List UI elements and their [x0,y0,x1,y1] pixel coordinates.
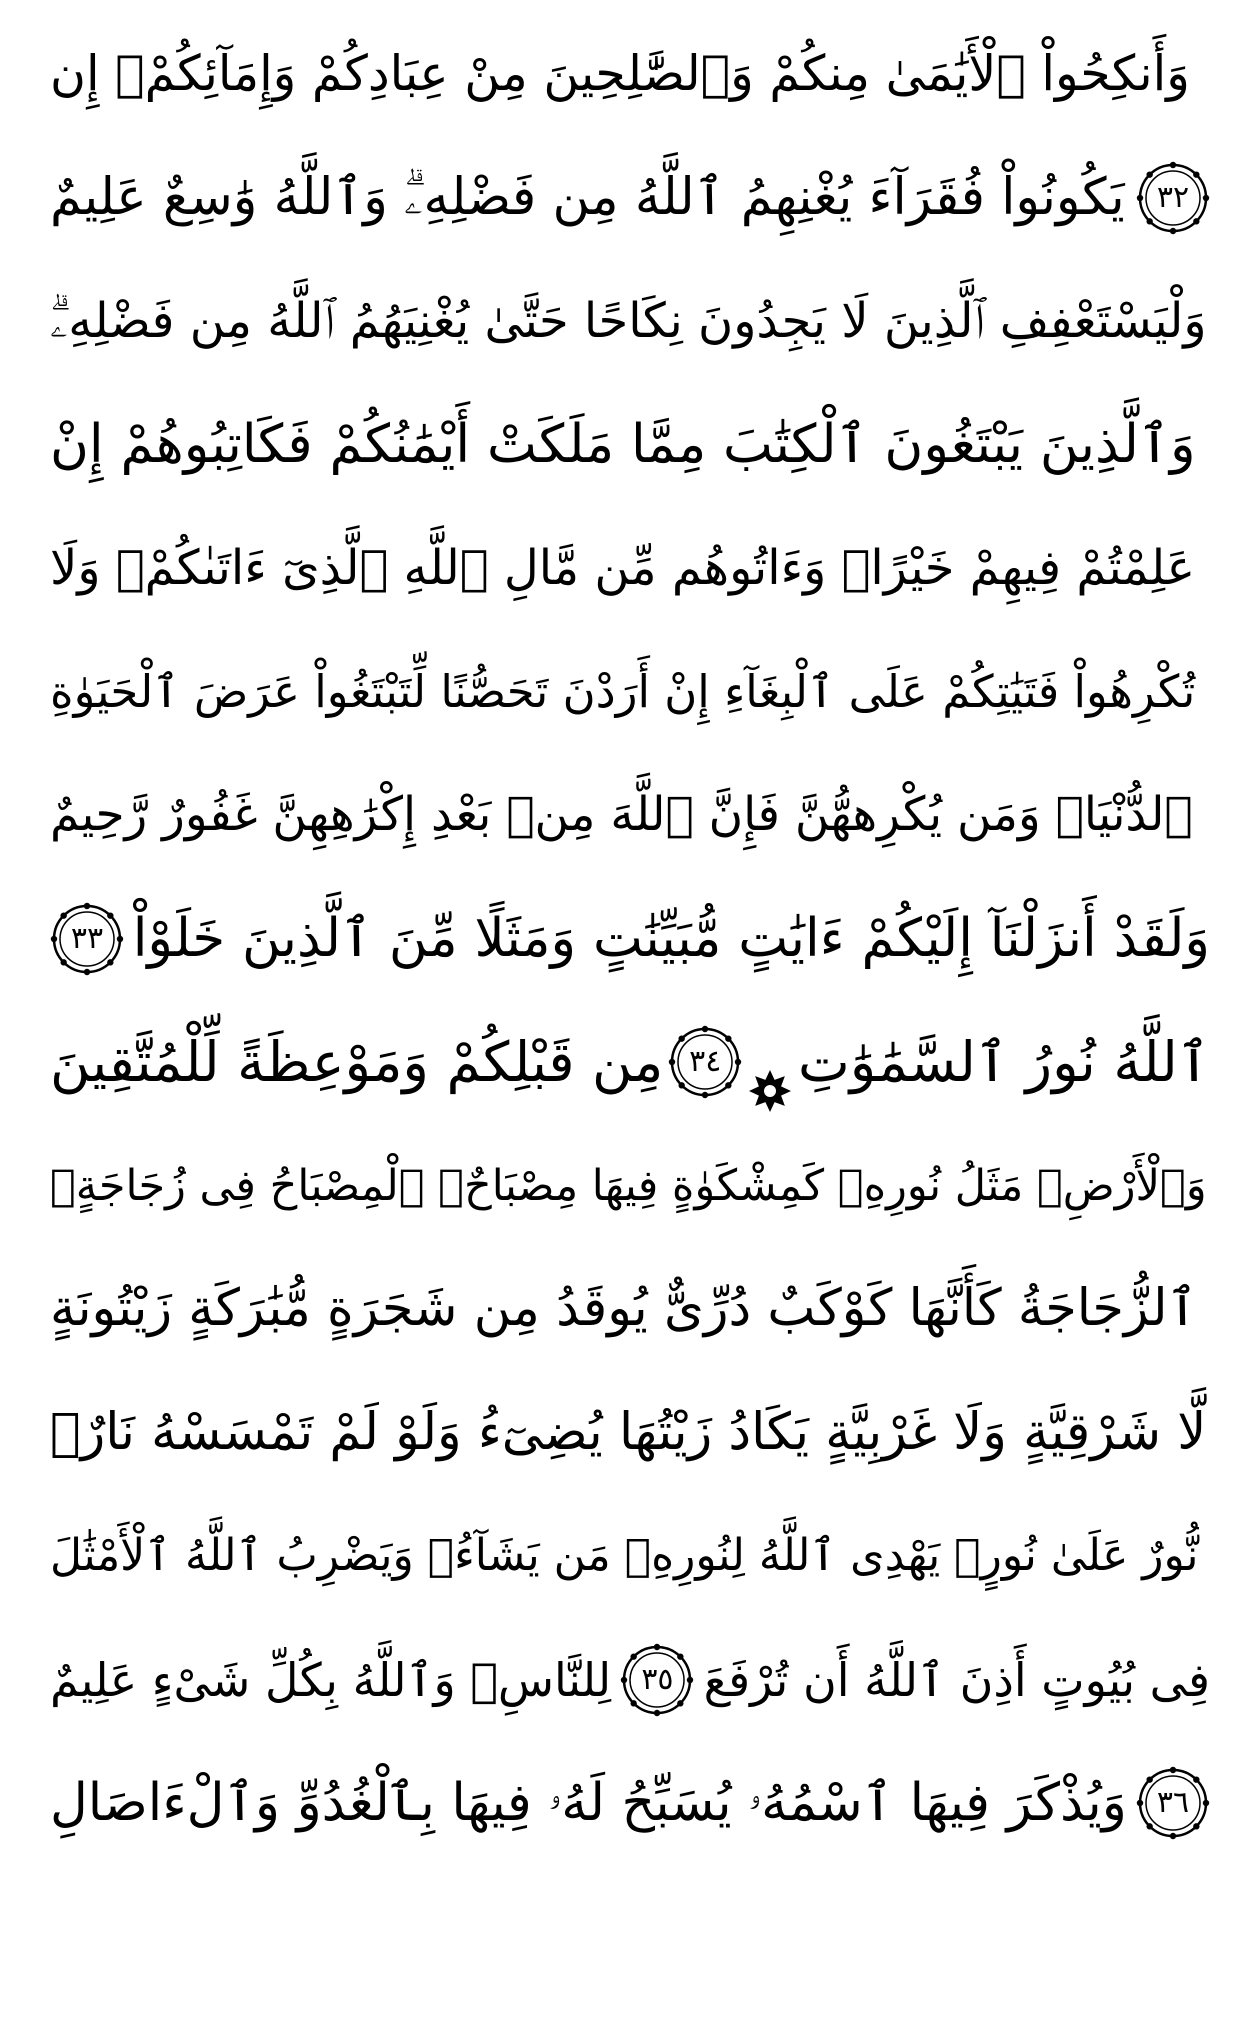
mushaf-line [50,883,1210,995]
verse-text-segment: لِلنَّاسِۗ وَٱللَّهُ بِكُلِّ شَىْءٍ عَلِيمٌ [50,1652,612,1707]
ayah-end-marker [50,902,124,976]
mushaf-line [50,1500,1210,1612]
mushaf-line [50,512,1210,624]
verse-text-segment: وَأَنكِحُواْ ٱلْأَيَٰمَىٰ مِنكُمْ وَٱلصَّٰلِحِينَ مِنْ عِبَادِكُمْ وَإِمَآئِكُمْۚ إِن [50,45,1190,102]
verse-text-segment: ٱلدُّنْيَاۚ وَمَن يُكْرِههُّنَّ فَإِنَّ ٱللَّهَ مِنۢ بَعْدِ إِكْرَٰهِهِنَّ غَفُورٌ رَّحِيمٌ [50,787,1193,842]
verse-text-segment: وَيُذْكَرَ فِيهَا ٱسْمُهُۥ يُسَبِّحُ لَهُۥ فِيهَا بِٱلْغُدُوِّ وَٱلْءَاصَالِ [50,1773,1127,1833]
mushaf-line [50,1006,1210,1118]
verse-text-segment: وَٱلَّذِينَ يَبْتَغُونَ ٱلْكِتَٰبَ مِمَّا مَلَكَتْ أَيْمَٰنُكُمْ فَكَاتِبُوهُمْ إِنْ [50,413,1196,475]
ayah-number: ٣٥ [641,1661,674,1697]
mushaf-line [50,1130,1210,1242]
mushaf-line [50,1747,1210,1859]
mushaf-line [50,142,1210,254]
ayah-end-marker [668,1025,742,1099]
ayah-number: ٣٣ [70,920,104,956]
mushaf-line [50,1253,1210,1365]
mushaf-line [50,759,1210,871]
verse-text-segment: وَٱلْأَرْضِۚ مَثَلُ نُورِهِۦ كَمِشْكَوٰةٍ فِيهَا مِصْبَاحٌۖ ٱلْمِصْبَاحُ فِى زُجَاجَةٍۖ [50,1160,1207,1211]
mushaf-line [50,18,1210,130]
verse-text-segment: لَّا شَرْقِيَّةٍ وَلَا غَرْبِيَّةٍ يَكَادُ زَيْتُهَا يُضِىٓءُ وَلَوْ لَمْ تَمْسَسْهُ نَارٌۚ [50,1402,1207,1462]
ayah-end-marker [620,1643,694,1717]
verse-text-segment: يَكُونُواْ فُقَرَآءَ يُغْنِهِمُ ٱللَّهُ مِن فَضْلِهِۦۗ وَٱللَّهُ وَٰسِعٌ عَلِيمٌ [50,167,1125,227]
ayah-number: ٣٦ [1156,1785,1190,1820]
mushaf-line [50,265,1210,377]
mushaf-line [50,1624,1210,1736]
verse-text-segment: ٱللَّهُ نُورُ ٱلسَّمَٰوَٰتِ [798,1030,1210,1094]
verse-text-segment: فِى بُيُوتٍ أَذِنَ ٱللَّهُ أَن تُرْفَعَ [703,1652,1210,1707]
verse-text-segment: تُكْرِهُواْ فَتَيَٰتِكُمْ عَلَى ٱلْبِغَآءِ إِنْ أَرَدْنَ تَحَصُّنًا لِّتَبْتَغُواْ عَرَضَ ٱلْحَيَوٰةِ [50,664,1196,718]
ayah-number: ٣٢ [1156,179,1190,215]
ayah-end-marker [1136,161,1210,235]
ayah-end-marker [1136,1766,1210,1840]
verse-text-segment: وَلَقَدْ أَنزَلْنَآ إِلَيْكُمْ ءَايَٰتٍ مُّبَيِّنَٰتٍ وَمَثَلًا مِّنَ ٱلَّذِينَ خَلَوْاْ [132,907,1210,969]
verse-text-segment: نُّورٌ عَلَىٰ نُورٍۗ يَهْدِى ٱللَّهُ لِنُورِهِۦ مَن يَشَآءُۚ وَيَضْرِبُ ٱللَّهُ ٱلْأَمْثَٰلَ [50,1530,1199,1581]
verse-text-segment: مِن قَبْلِكُمْ وَمَوْعِظَةً لِّلْمُتَّقِينَ [50,1030,664,1094]
mushaf-line [50,1377,1210,1489]
mushaf-line [50,636,1210,748]
hizb-star-icon [747,1039,793,1085]
verse-text-segment: ٱلزُّجَاجَةُ كَأَنَّهَا كَوْكَبٌ دُرِّىٌّ يُوقَدُ مِن شَجَرَةٍ مُّبَٰرَكَةٍ زَيْتُونَةٍ [50,1279,1198,1338]
ayah-number: ٣٤ [689,1044,722,1079]
mushaf-line [50,389,1210,501]
verse-text-segment: وَلْيَسْتَعْفِفِ ٱلَّذِينَ لَا يَجِدُونَ نِكَاحًا حَتَّىٰ يُغْنِيَهُمُ ٱللَّهُ مِن فَضْلِهِۦۗ [50,293,1207,349]
verse-text-segment: عَلِمْتُمْ فِيهِمْ خَيْرًاۖ وَءَاتُوهُم مِّن مَّالِ ٱللَّهِ ٱلَّذِىٓ ءَاتَىٰكُمْۚ وَلَا [50,540,1196,596]
